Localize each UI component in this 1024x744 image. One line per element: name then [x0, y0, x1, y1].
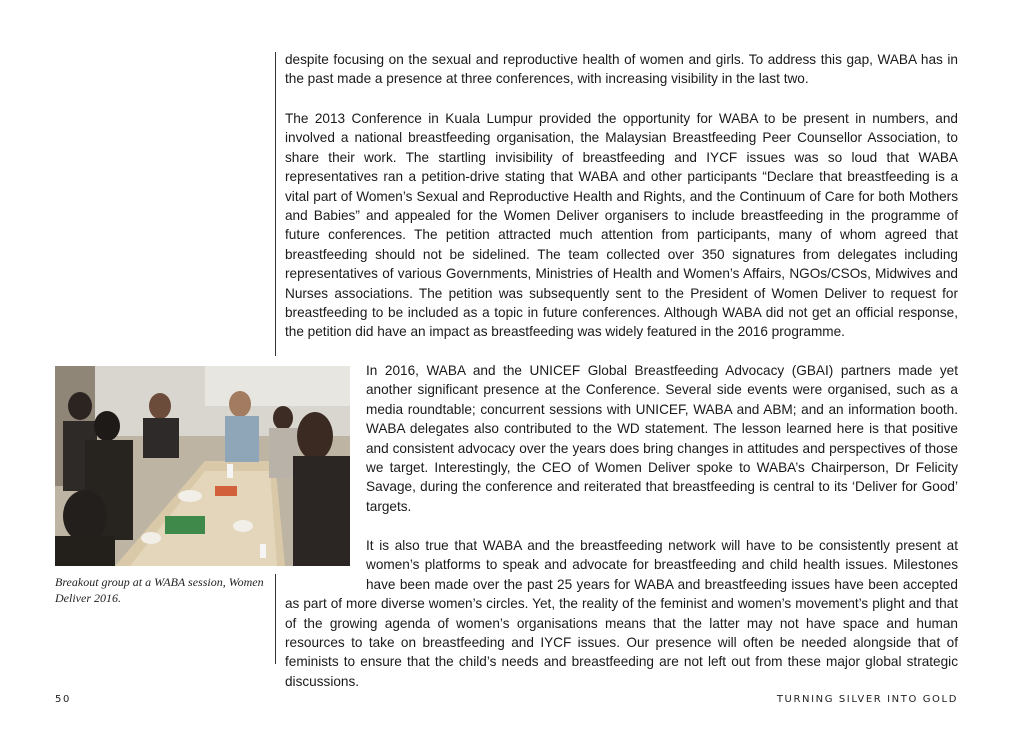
breakout-group-photo [55, 366, 350, 566]
body-paragraph-4 [285, 536, 958, 691]
body-paragraph-2: The 2013 Conference in Kuala Lumpur provided the opportunity for WABA to be present in numbers, and involved a national breastfeeding organisation, the Malaysian Breastfeeding Peer Counsellor Association, to share their work. The startling invisibility of breastfeeding and IYCF issues was so loud that WABA representatives ran a petition-drive stating that WABA and other participants “Declare that breastfeeding is a vital part of Women’s Sexual and Reproductive Health and Rights, and the Continuum of Care for both Mothers and Babies” and appealed for the Women Deliver organisers to include breastfeeding in the programme of future conferences. The petition attracted much attention from participants, many of whom agreed that breastfeeding should not be sidelined. The team collected over 350 signatures from delegates including representatives of various Governments, Ministries of Health and Women’s Affairs, NGOs/CSOs, Midwives and Nurses associations. The petition was subsequently sent to the President of Women Deliver to request for breastfeeding to be included as a topic in future conferences. Although WABA did not get an official response, the petition did have an impact as breastfeeding was widely featured in the 2016 programme. [285, 111, 958, 340]
photo-illustration [55, 366, 350, 566]
left-margin-rule-bottom [275, 574, 276, 664]
body-paragraph-1: despite focusing on the sexual and reproductive health of women and girls. To address this gap, WABA has in the past made a presence at three conferences, with increasing visibility in the last two. [285, 52, 958, 87]
photo-caption: Breakout group at a WABA session, Women Deliver 2016. [55, 575, 264, 605]
page-number: 50 [55, 694, 71, 705]
body-paragraph-3: In 2016, WABA and the UNICEF Global Breastfeeding Advocacy (GBAI) partners made yet another significant presence at the Conference. Several side events were organised, such as a media roundtable; concurrent sessions with UNICEF, WABA and ABM; and an information booth. WABA delegates also contributed to the WD statement. The lesson learned here is that positive and consistent advocacy over the years does bring changes in attitudes and perspectives of those we target. Interestingly, the CEO of Women Deliver spoke to WABA’s Chairperson, Dr Felicity Savage, during the conference and reiterated that breastfeeding is central to its ‘Deliver for Good’ targets. [366, 363, 958, 514]
running-title: TURNING SILVER INTO GOLD [776, 694, 958, 705]
left-margin-rule-top [275, 52, 276, 356]
body-paragraph-4-text: It is also true that WABA and the breastfeeding network will have to be consistently present at women’s platforms to speak and advocate for breastfeeding and child health issues. Milestones have been made over the past 25 years for WABA and breastfeeding issues have been accepted as part of more diverse women’s circles. Yet, the reality of the feminist and women’s movement’s plight and that of the growing agenda of women’s organisations means that the latter may not have space and human resources to take on breastfeeding and IYCF issues. Our presence will often be needed alongside that of feminists to ensure that the child’s needs and breastfeeding are not left out from these major global strategic discussions. [285, 538, 958, 689]
